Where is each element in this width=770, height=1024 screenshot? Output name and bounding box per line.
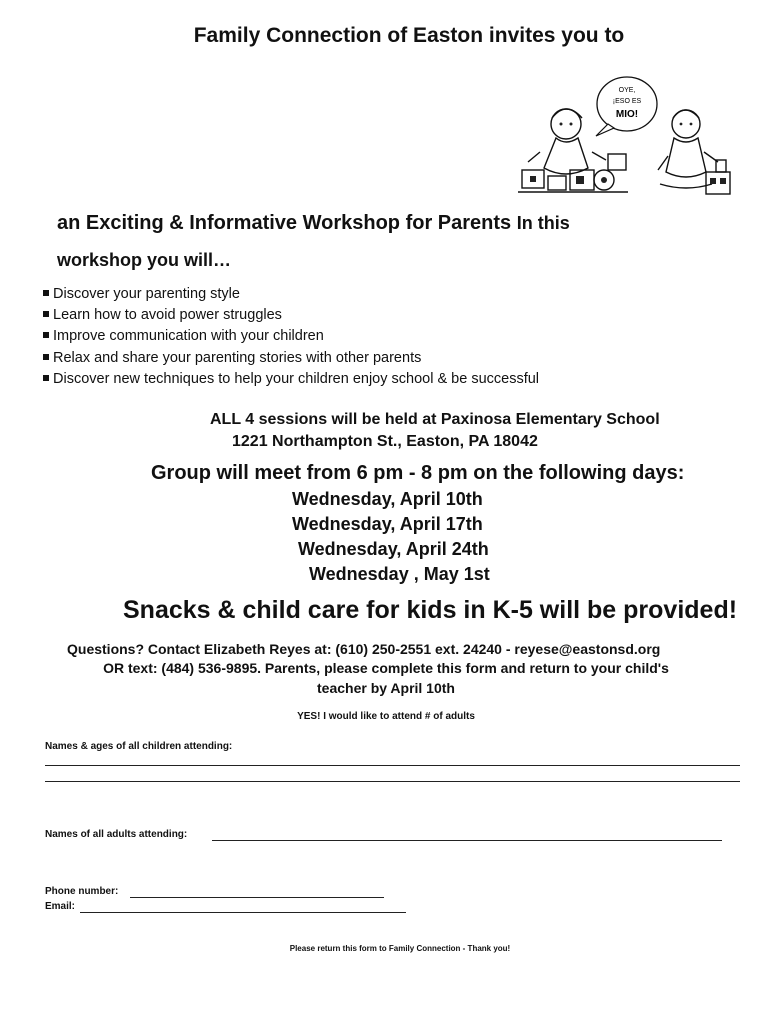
bullet-square-icon [43, 332, 49, 338]
form-footer: Please return this form to Family Connection - Thank you! [289, 944, 511, 953]
workshop-headline [57, 212, 570, 235]
email-answer-line[interactable] [80, 912, 406, 913]
list-item: Discover your parenting style [43, 284, 539, 305]
email-label: Email: [45, 901, 76, 912]
children-answer-line-2[interactable] [45, 781, 740, 782]
list-item: Discover new techniques to help your children enjoy school & be successful [43, 369, 539, 390]
adults-answer-line[interactable] [212, 840, 722, 841]
workshop-subline: workshop you will… [57, 250, 232, 270]
phone-label: Phone number: [45, 886, 119, 897]
bullet-square-icon [43, 354, 49, 360]
schedule-heading: Group will meet from 6 pm - 8 pm on the following days: [151, 462, 685, 484]
schedule-day-1: Wednesday, April 10th [292, 489, 483, 509]
headline-text: an Exciting & Informative Workshop for Parents [57, 212, 512, 234]
bullet-list [43, 284, 539, 390]
schedule-day-4: Wednesday , May 1st [309, 564, 490, 584]
bullet-square-icon [43, 290, 49, 296]
bullet-square-icon [43, 311, 49, 317]
list-item: Relax and share your parenting stories with other parents [43, 348, 539, 369]
children-playing-illustration [510, 72, 746, 208]
location-line-1: ALL 4 sessions will be held at Paxinosa Elementary School [210, 411, 660, 428]
schedule-day-2: Wednesday, April 17th [292, 514, 483, 534]
flyer-title: Family Connection of Easton invites you to [193, 24, 625, 47]
speech-bubble-line-1: OYE, [618, 87, 636, 94]
contact-line-2: OR text: (484) 536-9895. Parents, please complete this form and return to your child's [103, 660, 669, 676]
children-answer-line-1[interactable] [45, 765, 740, 766]
children-label: Names & ages of all children attending: [45, 741, 233, 752]
speech-bubble-line-3: MIO! [615, 109, 639, 120]
contact-line-3: teacher by April 10th [317, 680, 455, 696]
list-item: Learn how to avoid power struggles [43, 305, 539, 326]
schedule-day-3: Wednesday, April 24th [298, 539, 489, 559]
snacks-announcement: Snacks & child care for kids in K-5 will be provided! [123, 596, 738, 624]
attend-line: YES! I would like to attend # of adults [297, 711, 475, 722]
phone-answer-line[interactable] [130, 897, 384, 898]
contact-line-1: Questions? Contact Elizabeth Reyes at: (610) 250-2551 ext. 24240 - reyese@eastonsd.org [67, 641, 661, 657]
bullet-square-icon [43, 375, 49, 381]
list-item: Improve communication with your children [43, 326, 539, 347]
headline-tail: In this [516, 213, 570, 233]
location-line-2: 1221 Northampton St., Easton, PA 18042 [232, 433, 538, 450]
speech-bubble-line-2: ¡ESO ES [612, 98, 642, 105]
adults-label: Names of all adults attending: [45, 829, 188, 840]
